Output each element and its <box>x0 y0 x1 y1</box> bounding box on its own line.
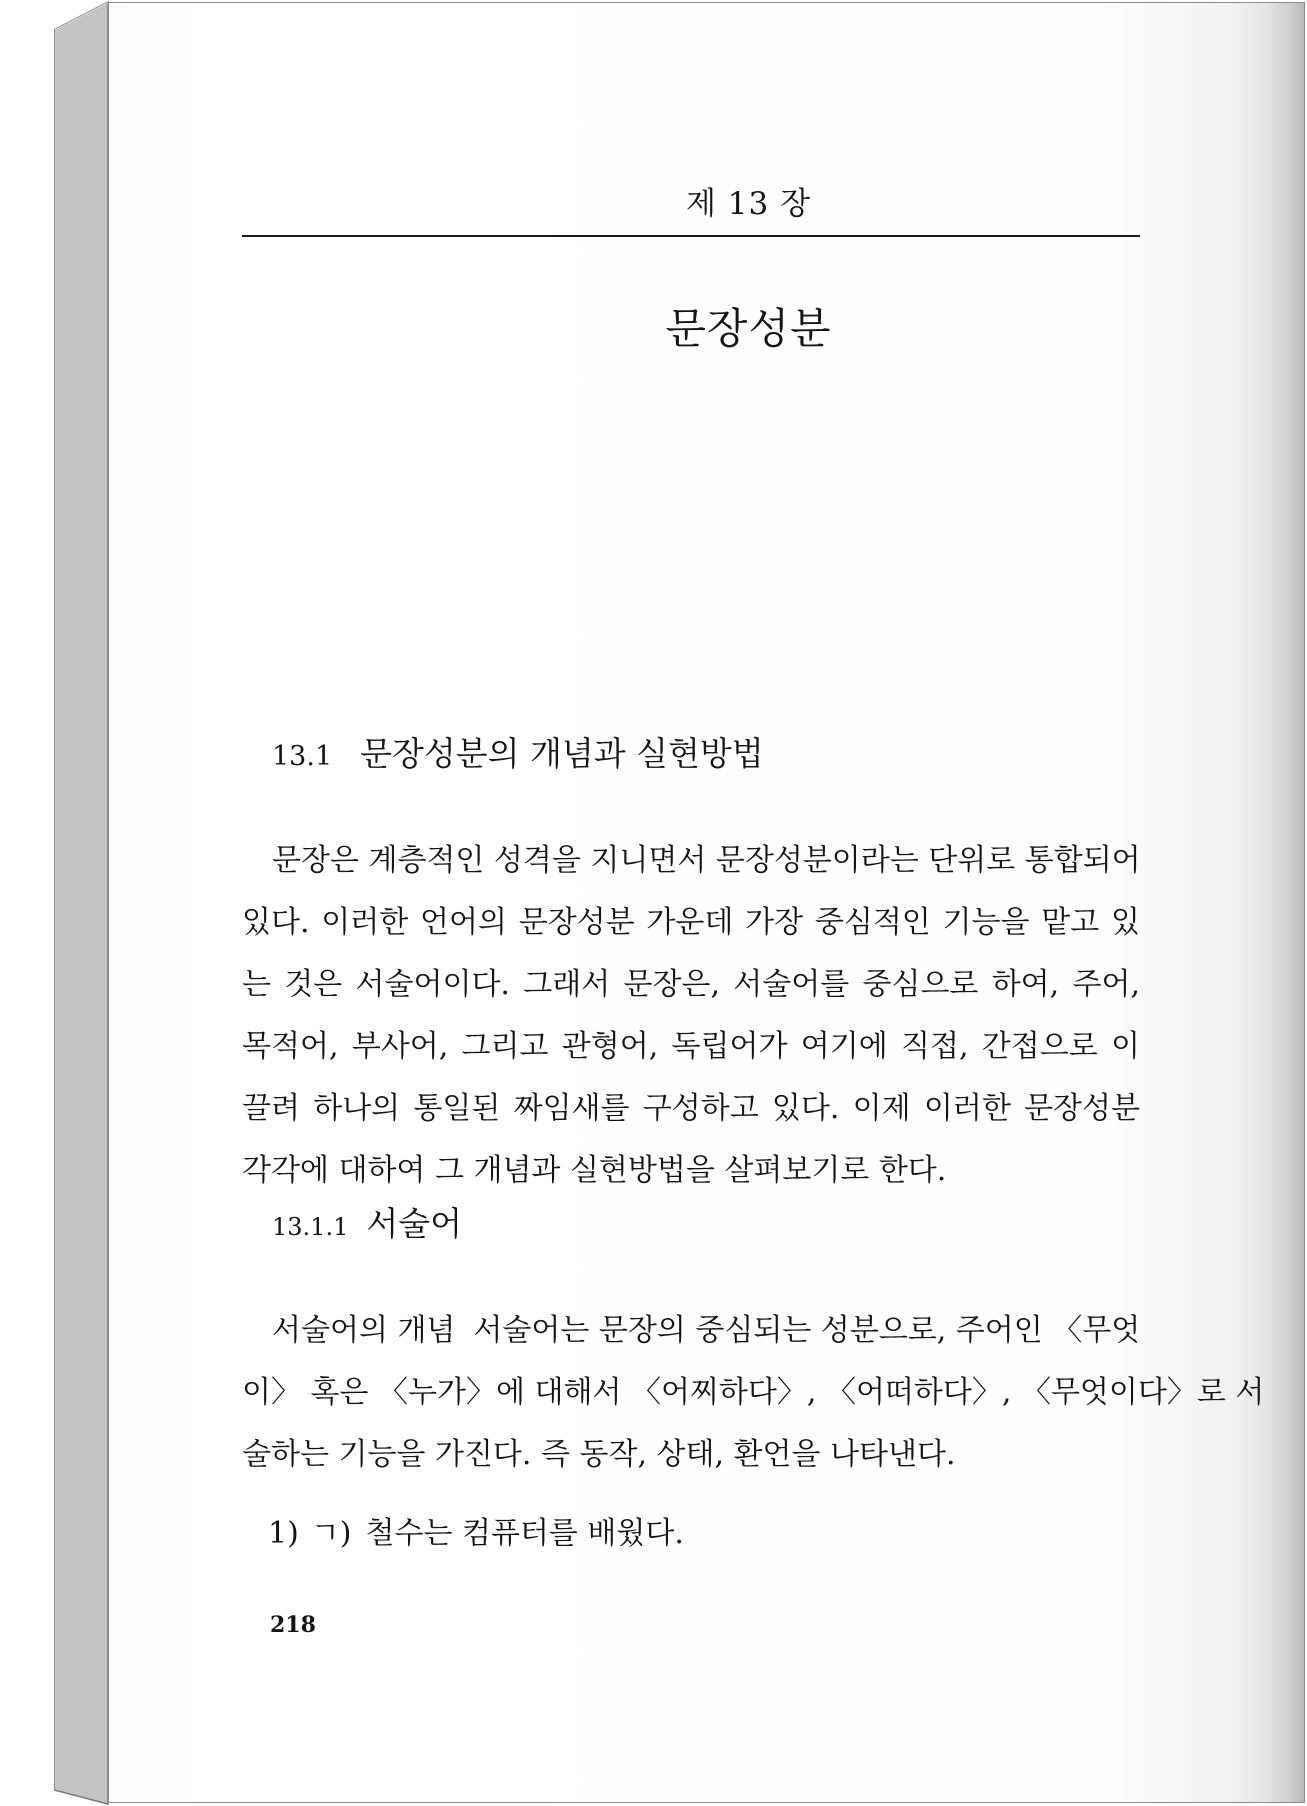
paragraph-line: 끌려 하나의 통일된 짜임새를 구성하고 있다. 이제 이러한 문장성분 <box>242 1091 1140 1126</box>
chapter-rule <box>242 235 1140 237</box>
paragraph-line: 목적어, 부사어, 그리고 관형어, 독립어가 여기에 직접, 간접으로 이 <box>242 1029 1140 1064</box>
page-edge-shadow <box>1264 3 1304 1802</box>
section-title: 문장성분의 개념과 실현방법 <box>360 734 764 773</box>
paragraph-line: 이〉 혹은 〈누가〉에 대해서 〈어찌하다〉, 〈어떠하다〉, 〈무엇이다〉로 서 <box>242 1375 1265 1410</box>
example-text: 철수는 컴퓨터를 배웠다. <box>365 1516 684 1551</box>
example-number: 1) <box>268 1516 299 1551</box>
section-heading <box>272 728 764 775</box>
paragraph-line <box>242 1300 1140 1362</box>
subsection-number: 13.1.1 <box>272 1213 349 1241</box>
term-label: 서술어의 개념 <box>272 1313 456 1348</box>
example-sentence <box>268 1508 684 1552</box>
subsection-heading <box>272 1198 462 1245</box>
section-number: 13.1 <box>272 741 333 772</box>
example-sub-label: ㄱ) <box>310 1516 352 1551</box>
paragraph-line: 는 것은 서술어이다. 그래서 문장은, 서술어를 중심으로 하여, 주어, <box>242 967 1140 1002</box>
chapter-label: 제 13 장 <box>685 186 812 222</box>
subsection-paragraph <box>242 1300 1265 1486</box>
paragraph-line: 문장은 계층적인 성격을 지니면서 문장성분이라는 단위로 통합되어 <box>272 843 1141 878</box>
paragraph-line-text: 서술어는 문장의 중심되는 성분으로, 주어인 〈무엇 <box>473 1313 1141 1348</box>
chapter-title: 문장성분 <box>665 304 832 353</box>
page-number: 218 <box>270 1612 316 1638</box>
book-spine <box>54 0 110 1806</box>
section-paragraph <box>242 830 1140 1202</box>
paragraph-line: 있다. 이러한 언어의 문장성분 가운데 가장 중심적인 기능을 맡고 있 <box>242 905 1140 940</box>
paragraph-line: 각각에 대하여 그 개념과 실현방법을 살펴보기로 한다. <box>242 1153 947 1188</box>
book-spine-shape <box>54 0 110 1806</box>
subsection-title: 서술어 <box>366 1204 462 1243</box>
paragraph-line: 술하는 기능을 가진다. 즉 동작, 상태, 환언을 나타낸다. <box>242 1437 956 1472</box>
